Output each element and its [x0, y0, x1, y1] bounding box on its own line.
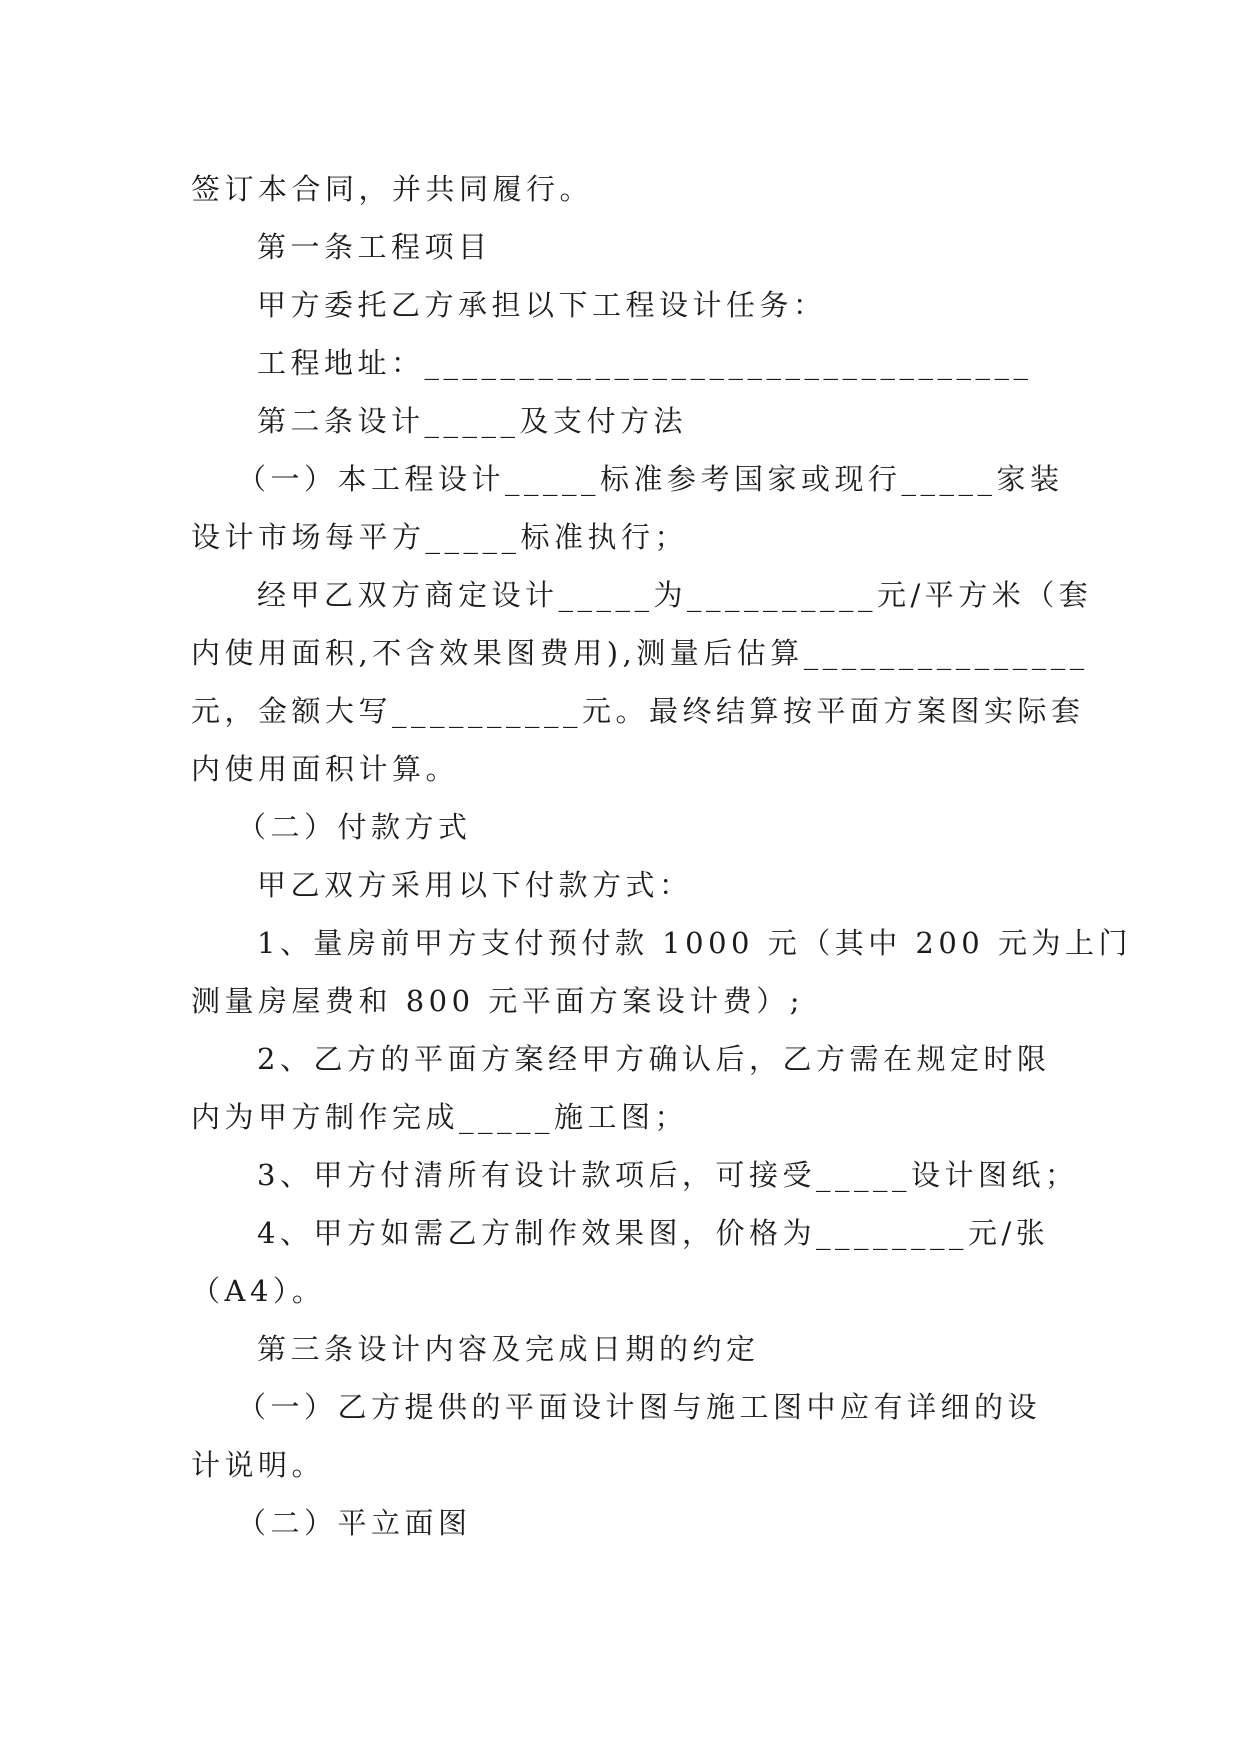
text-line: 测量房屋费和 800 元平面方案设计费）;	[191, 984, 805, 1018]
text-line: 计说明。	[191, 1448, 326, 1482]
text-line: 内为甲方制作完成_____施工图；	[191, 1100, 689, 1134]
text-line: 内使用面积,不含效果图费用),测量后估算_______________	[191, 636, 1089, 670]
section-heading: 第一条工程项目	[257, 230, 492, 264]
subsection-heading: （二）平立面图	[237, 1506, 472, 1540]
section-heading: 第三条设计内容及完成日期的约定	[257, 1332, 760, 1366]
text-line: 经甲乙双方商定设计_____为__________元/平方米（套	[257, 578, 1093, 612]
section-heading: 第二条设计_____及支付方法	[257, 404, 688, 438]
text-line: （A4）。	[191, 1274, 326, 1308]
subsection-heading: （二）付款方式	[237, 810, 472, 844]
text-line: 签订本合同，并共同履行。	[191, 172, 594, 206]
text-line: 2、乙方的平面方案经甲方确认后，乙方需在规定时限	[257, 1042, 1051, 1076]
text-line: 4、甲方如需乙方制作效果图，价格为________元/张	[257, 1216, 1050, 1250]
text-line: 3、甲方付清所有设计款项后，可接受_____设计图纸；	[257, 1158, 1079, 1192]
contract-body	[191, 160, 1132, 1552]
text-line: 甲方委托乙方承担以下工程设计任务：	[257, 288, 827, 322]
text-line: 工程地址：________________________________	[257, 346, 1033, 380]
text-line: 设计市场每平方_____标准执行；	[191, 520, 689, 554]
text-line: 甲乙双方采用以下付款方式：	[257, 868, 693, 902]
text-line: 元，金额大写__________元。最终结算按平面方案图实际套	[191, 694, 1085, 728]
text-line: （一）乙方提供的平面设计图与施工图中应有详细的设	[237, 1390, 1042, 1424]
text-line: 内使用面积计算。	[191, 752, 460, 786]
text-line: （一）本工程设计_____标准参考国家或现行_____家装	[237, 462, 1064, 496]
text-line: 1、量房前甲方支付预付款 1000 元（其中 200 元为上门	[257, 926, 1132, 960]
